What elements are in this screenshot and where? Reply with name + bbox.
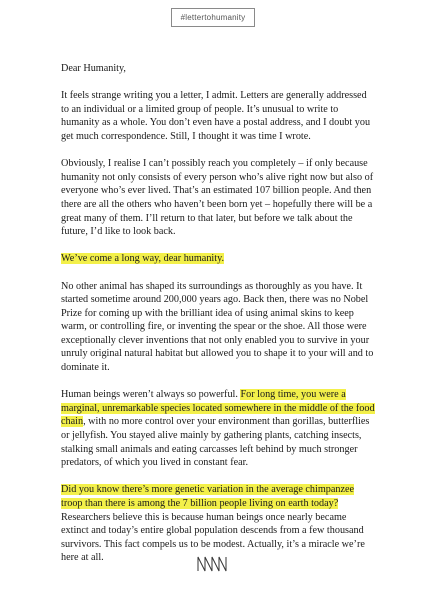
highlighted-text: For long time, you were a marginal, unremarkable species located somewhere in the middle of the food chain — [61, 389, 375, 428]
hashtag-badge: #lettertohumanity — [171, 8, 255, 27]
paragraph-5 — [61, 483, 376, 565]
paragraph-3: No other animal has shaped its surroundings as thoroughly as you have. It started sometime around 200,000 years ago. Back then, there was no Nobel Prize for coming up with the brilliant idea of using animal skins to keep warm, or controlling fire, or inventing the spear or the shoe. All those were exceptionally clever inventions that not only enabled you to survive in your unruly original natural habitat but allowed you to shape it to your will and to dominate it. — [61, 280, 374, 374]
paragraph-5-end: Researchers believe this is because human beings once nearly became extinct and today’s entire global population descends from a few thousand survivors. This fact compels us to be modest. Actually, it’s a miracle we’re here at all. — [61, 511, 365, 564]
letter-body — [61, 62, 376, 579]
paragraph-1: It feels strange writing you a letter, I admit. Letters are generally addressed to an individual or a limited group of people. It’s unusual to write to humanity as a whole. You don’t even have a postal address, and I doubt you get much correspondence. Still, I thought it was time I wrote. — [61, 90, 371, 142]
salutation: Dear Humanity, — [61, 63, 126, 74]
highlighted-text: We’ve come a long way, dear humanity. — [61, 253, 225, 265]
nnn-logo-icon — [197, 556, 227, 572]
paragraph-4-end: , with no more control over your environment than gorillas, butterflies or jellyfish. You stayed alive mainly by gathering plants, catching insects, stalking small animals and eating carcasses left behind by much stronger predators, of which you lived in constant fear. — [61, 416, 370, 469]
paragraph-4-start: Human beings weren’t always so powerful. — [61, 389, 241, 401]
highlighted-text: Did you know there’s more genetic variation in the average chimpanzee troop than there is among the 7 billion people living on earth today? — [61, 484, 355, 509]
paragraph-4 — [61, 388, 376, 470]
paragraph-2: Obviously, I realise I can’t possibly reach you completely – if only because humanity not only consists of every person who’s alive right now but also of everyone who’s ever lived. That’s an estimated 107 billion people. And then there are all the others who haven’t been born yet – hopefully there will be a great many of them. I’ll return to that later, but before we talk about the future, I’d like to look back. — [61, 158, 374, 238]
paragraph-highlight — [61, 252, 376, 266]
